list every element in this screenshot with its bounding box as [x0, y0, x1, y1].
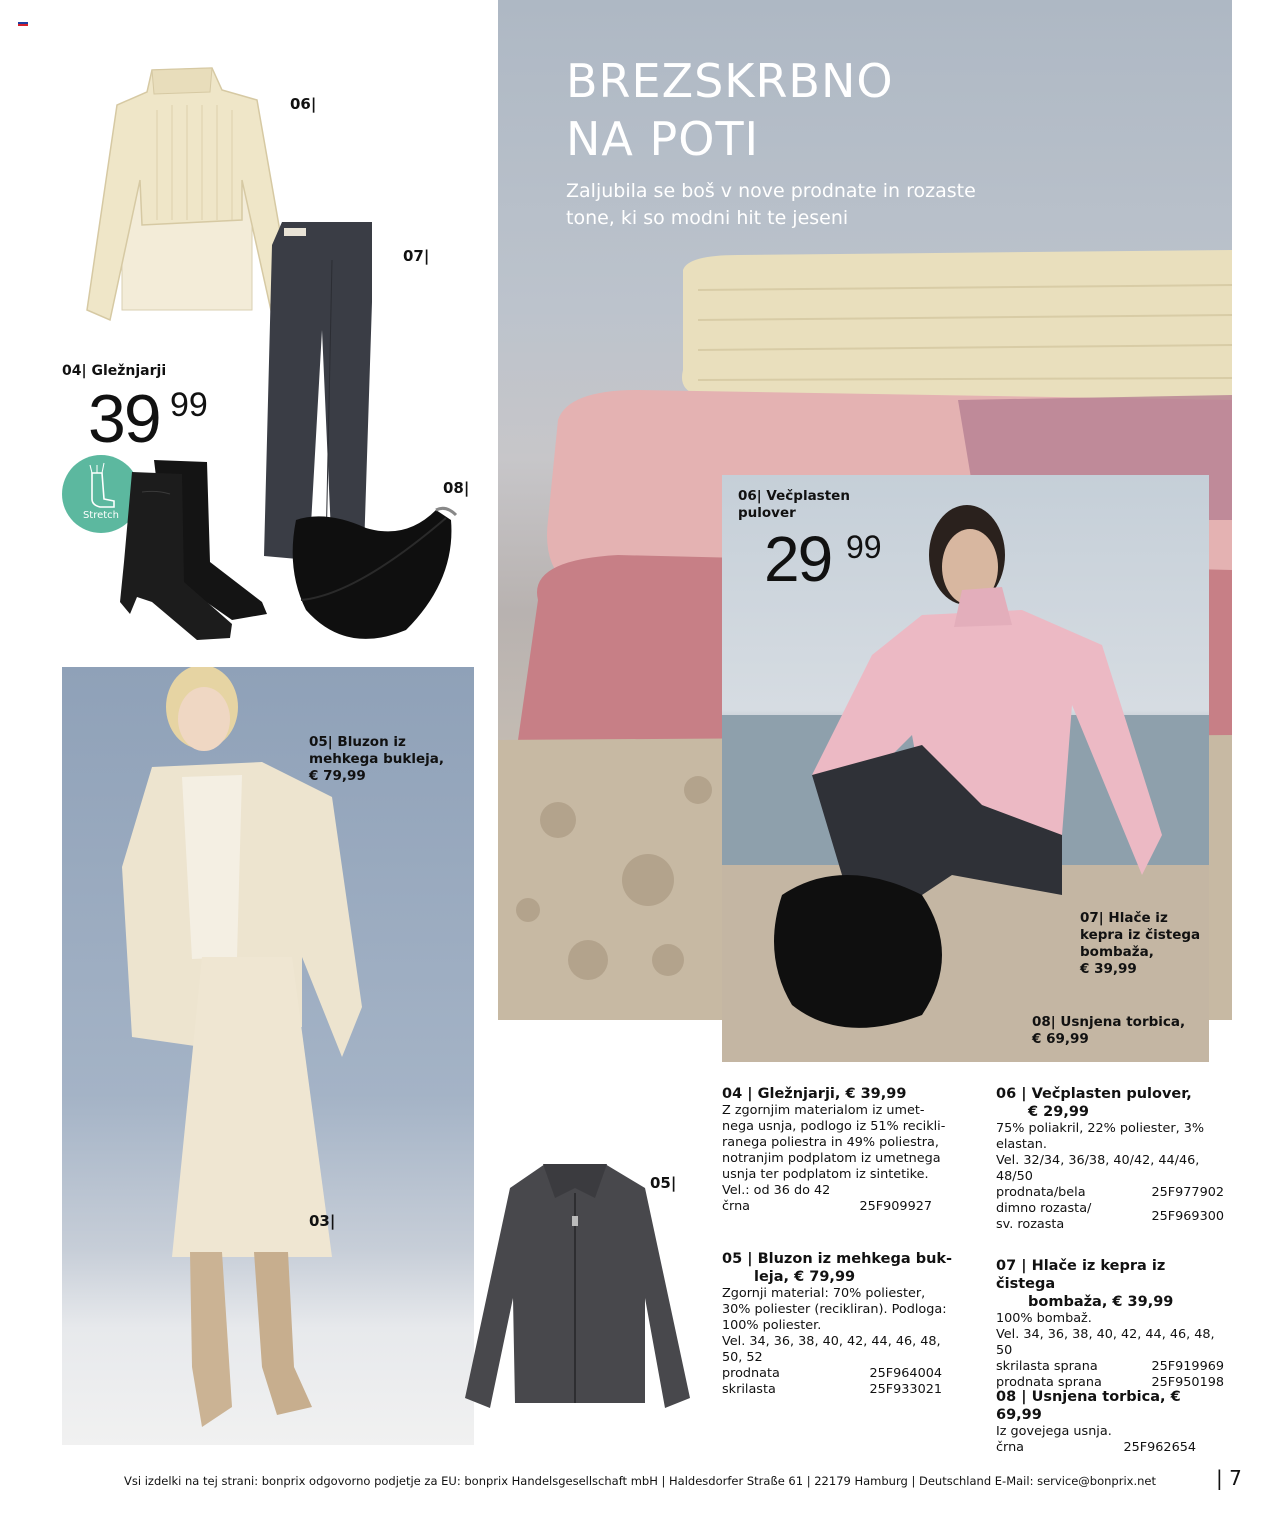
product-04-heading: 04 | Gležnjarji, € 39,99	[722, 1086, 907, 1102]
product-04-line: nega usnja, podlogo iz 51% recikli-	[722, 1119, 946, 1134]
product-06-line: Vel. 32/34, 36/38, 40/42, 44/46,	[996, 1153, 1200, 1168]
jacket-image	[455, 1158, 700, 1418]
product-05-line: Zgornji material: 70% poliester,	[722, 1286, 926, 1301]
boots-price-cents: 99	[170, 386, 208, 424]
variant-name-line1: dimno rozasta/	[996, 1201, 1092, 1216]
page-number: | 7	[1216, 1466, 1242, 1490]
product-06-heading-2: € 29,99	[1028, 1104, 1090, 1120]
variant-name: črna	[722, 1199, 751, 1214]
product-04-details	[722, 1085, 978, 1215]
bag-label	[1032, 1014, 1185, 1048]
product-06-line: 48/50	[996, 1169, 1033, 1184]
product-06-variant-2	[996, 1201, 1224, 1233]
label-08: 08|	[443, 479, 470, 497]
hero-title-line2: NA POTI	[566, 112, 760, 166]
stretch-label: Stretch	[82, 510, 120, 521]
product-05-line: 100% poliester.	[722, 1318, 822, 1333]
product-05-line: Vel. 34, 36, 38, 40, 42, 44, 46, 48,	[722, 1334, 941, 1349]
boots-image	[112, 452, 272, 642]
variant-name	[996, 1201, 1091, 1233]
variant-name: prodnata	[722, 1366, 780, 1381]
product-07-variant	[996, 1359, 1224, 1375]
variant-code: 25F919969	[1151, 1359, 1224, 1374]
variant-name-line2: sv. rozasta	[996, 1217, 1065, 1232]
variant-code: 25F933021	[869, 1382, 942, 1397]
trousers-label-line2: kepra iz čistega	[1080, 927, 1201, 943]
product-04-line: Vel.: od 36 do 42	[722, 1183, 831, 1198]
product-05-heading-2: leja, € 79,99	[754, 1269, 856, 1285]
jacket-photo-label-line1: 05| Bluzon iz	[309, 734, 406, 750]
product-04-line: usnja ter podplatom iz sintetike.	[722, 1167, 929, 1182]
product-07-line: Vel. 34, 36, 38, 40, 42, 44, 46, 48,	[996, 1327, 1215, 1342]
product-04-variant	[722, 1199, 932, 1215]
hero-subtitle-line2: tone, ki so modni hit te jeseni	[566, 207, 849, 229]
bag-label-line2: € 69,99	[1032, 1031, 1089, 1047]
variant-code: 25F977902	[1151, 1185, 1224, 1200]
sweater-label-line2: pulover	[738, 505, 796, 521]
variant-code: 25F969300	[1151, 1209, 1224, 1224]
product-04-line: ranega poliestra in 49% poliestra,	[722, 1135, 939, 1150]
flag-icon	[18, 20, 28, 26]
product-06-variant	[996, 1185, 1224, 1201]
product-07-line: 100% bombaž.	[996, 1311, 1092, 1326]
product-06-line: elastan.	[996, 1137, 1047, 1152]
product-07-heading-2: bombaža, € 39,99	[1028, 1294, 1174, 1310]
variant-code: 25F950198	[1151, 1375, 1224, 1390]
product-05-line: 30% poliester (recikliran). Podloga:	[722, 1302, 947, 1317]
product-06-details	[996, 1085, 1224, 1233]
trousers-label-line3: bombaža,	[1080, 944, 1154, 960]
trousers-label-line4: € 39,99	[1080, 961, 1137, 977]
variant-code: 25F964004	[869, 1366, 942, 1381]
jacket-model-photo	[62, 667, 474, 1445]
product-05-line: 50, 52	[722, 1350, 763, 1365]
variant-name: prodnata/bela	[996, 1185, 1086, 1200]
product-04-line: Z zgornjim materialom iz umet-	[722, 1103, 925, 1118]
boots-price-euros: 39	[88, 381, 160, 457]
variant-code: 25F962654	[1123, 1440, 1196, 1455]
trousers-label-line1: 07| Hlače iz	[1080, 910, 1168, 926]
variant-code: 25F909927	[859, 1199, 932, 1214]
label-07: 07|	[403, 247, 430, 265]
jacket-photo-label-line3: € 79,99	[309, 768, 366, 784]
product-05-variant	[722, 1366, 942, 1382]
trousers-label	[1080, 910, 1200, 978]
hero-subtitle-line1: Zaljubila se boš v nove prodnate in rozaste	[566, 180, 976, 202]
sweater-label-line1: 06| Večplasten	[738, 488, 850, 504]
label-05: 05|	[650, 1174, 677, 1192]
sweater-label	[738, 488, 850, 522]
product-04-line: notranjim podplatom iz umetnega	[722, 1151, 941, 1166]
sweater-price-cents: 99	[846, 529, 882, 565]
product-08-line: Iz govejega usnja.	[996, 1424, 1112, 1439]
label-06: 06|	[290, 95, 317, 113]
product-05-variant	[722, 1382, 942, 1398]
product-07-heading-1: 07 | Hlače iz kepra iz čistega	[996, 1258, 1166, 1292]
product-06-heading-1: 06 | Večplasten pulover,	[996, 1086, 1192, 1102]
bag-label-line1: 08| Usnjena torbica,	[1032, 1014, 1186, 1030]
sweater-price-euros: 29	[764, 523, 832, 595]
product-08-heading: 08 | Usnjena torbica, € 69,99	[996, 1389, 1181, 1423]
product-08-variant	[996, 1440, 1196, 1456]
hero-title-line1: BREZSKRBNO	[566, 54, 894, 108]
boots-price-label: 04| Gležnjarji	[62, 363, 167, 379]
jacket-photo-label-line2: mehkega bukleja,	[309, 751, 444, 767]
product-05-details	[722, 1250, 978, 1398]
product-08-details	[996, 1388, 1224, 1456]
variant-name: prodnata sprana	[996, 1375, 1102, 1390]
hero-title	[566, 52, 894, 168]
product-07-details	[996, 1257, 1224, 1391]
hero-subtitle	[566, 178, 976, 232]
product-05-heading-1: 05 | Bluzon iz mehkega buk-	[722, 1251, 953, 1267]
product-07-line: 50	[996, 1343, 1013, 1358]
variant-name: skrilasta	[722, 1382, 776, 1397]
product-06-line: 75% poliakril, 22% poliester, 3%	[996, 1121, 1205, 1136]
footer-legal: Vsi izdelki na tej strani: bonprix odgovorno podjetje za EU: bonprix Handelsgesellschaft mbH | Haldesdorfer Straße 61 | 22179 Hamburg | Deutschland E-Mail: service@bonprix.net	[124, 1474, 1156, 1488]
label-03: 03|	[309, 1212, 336, 1230]
bag-image	[286, 500, 466, 650]
variant-name: skrilasta sprana	[996, 1359, 1098, 1374]
variant-name: črna	[996, 1440, 1025, 1455]
jacket-photo-label	[309, 734, 444, 785]
